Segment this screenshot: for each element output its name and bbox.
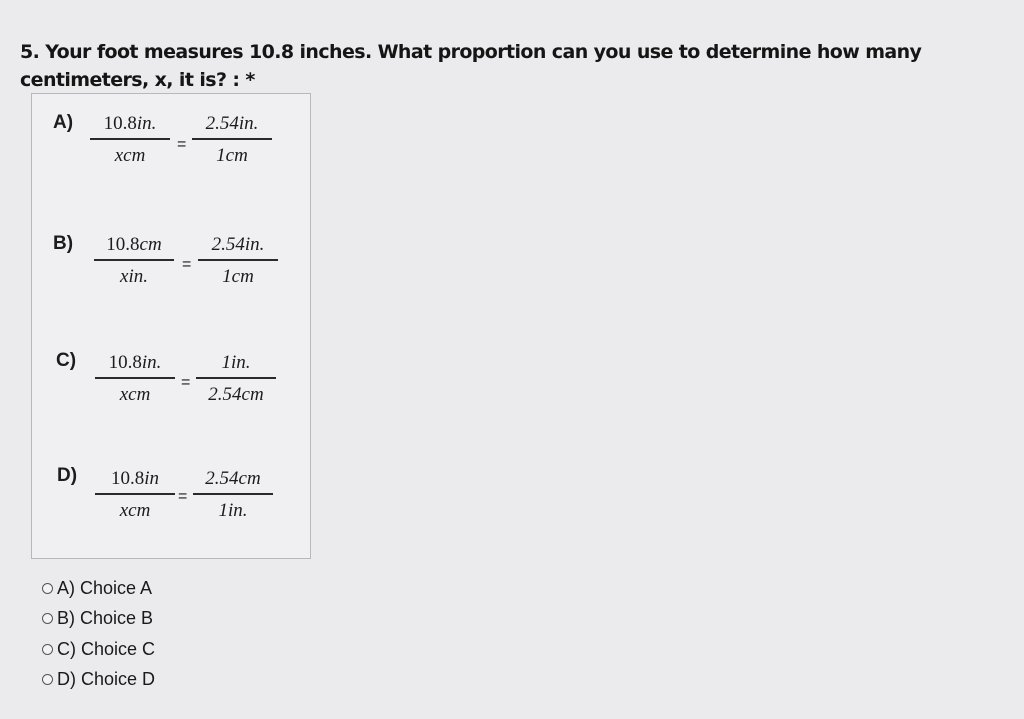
option-d-left-denominator: xcm [119,499,151,521]
option-a-right-denominator: 1cm [216,144,248,166]
question-image [31,93,311,559]
choice-b-option[interactable] [42,604,155,635]
option-a-left-numerator: 10.8 [103,113,137,134]
option-c-right-fraction [196,351,276,407]
option-d-right-numerator: 2.54cm [205,468,261,489]
fraction-bar [196,377,276,379]
answer-choices [42,573,155,695]
radio-button-icon[interactable] [42,674,53,685]
option-c-right-numerator: 1in. [221,352,251,373]
choice-c-label: C) Choice C [57,638,156,659]
option-a-letter: A) [53,112,74,133]
option-a-right-numerator: 2.54in. [205,113,259,134]
option-a-equals: = [177,136,187,153]
option-b-equals: = [182,256,192,273]
question-line-1: 5. Your foot measures 10.8 inches. What proportion can you use to determine how many [20,41,922,63]
fraction-bar [192,138,272,140]
choice-b-label: B) Choice B [57,608,154,629]
option-c-left-fraction [95,351,175,407]
option-c-left-denominator: xcm [119,383,151,405]
option-d-letter: D) [57,465,78,486]
option-b-left-numerator-unit: cm [139,234,162,255]
option-a-left-denominator: xcm [114,144,146,166]
option-b-left-fraction [94,233,174,289]
radio-button-icon[interactable] [42,644,53,655]
option-b-left-denominator: xin. [120,265,148,287]
option-b-right-numerator: 2.54in. [211,234,265,255]
option-c-left-numerator-unit: in. [141,352,162,373]
option-c-left-numerator: 10.8 [108,352,142,373]
option-d-left-fraction [95,467,175,523]
choice-d-option[interactable] [42,665,155,696]
fraction-bar [95,493,175,495]
choice-a-option[interactable] [42,573,155,604]
option-b-left-numerator: 10.8 [106,234,140,255]
option-c-equals: = [181,374,191,391]
fraction-bar [95,377,175,379]
option-b-right-fraction [198,233,278,289]
radio-button-icon[interactable] [42,583,53,594]
option-a-right-fraction [192,112,272,168]
fraction-bar [94,259,174,261]
option-c-letter: C) [56,350,77,371]
option-d-right-fraction [193,467,273,523]
choice-a-label: A) Choice A [57,577,153,598]
choice-c-option[interactable] [42,634,155,665]
choice-d-label: D) Choice D [57,669,156,690]
option-b-letter: B) [53,233,74,254]
question-text [20,38,1010,94]
option-c-right-denominator: 2.54cm [208,383,264,405]
question-line-2: centimeters, x, it is? : * [20,69,255,91]
option-a-left-fraction [90,112,170,168]
fraction-bar [193,493,273,495]
option-a-left-numerator-unit: in. [136,113,157,134]
option-d-left-numerator: 10.8 [110,468,145,489]
fraction-bar [90,138,170,140]
radio-button-icon[interactable] [42,613,53,624]
option-d-equals: = [178,488,188,505]
option-d-right-denominator: 1in. [218,499,248,521]
option-d-left-numerator-unit: in [144,468,160,489]
option-b-right-denominator: 1cm [222,265,254,287]
fraction-bar [198,259,278,261]
